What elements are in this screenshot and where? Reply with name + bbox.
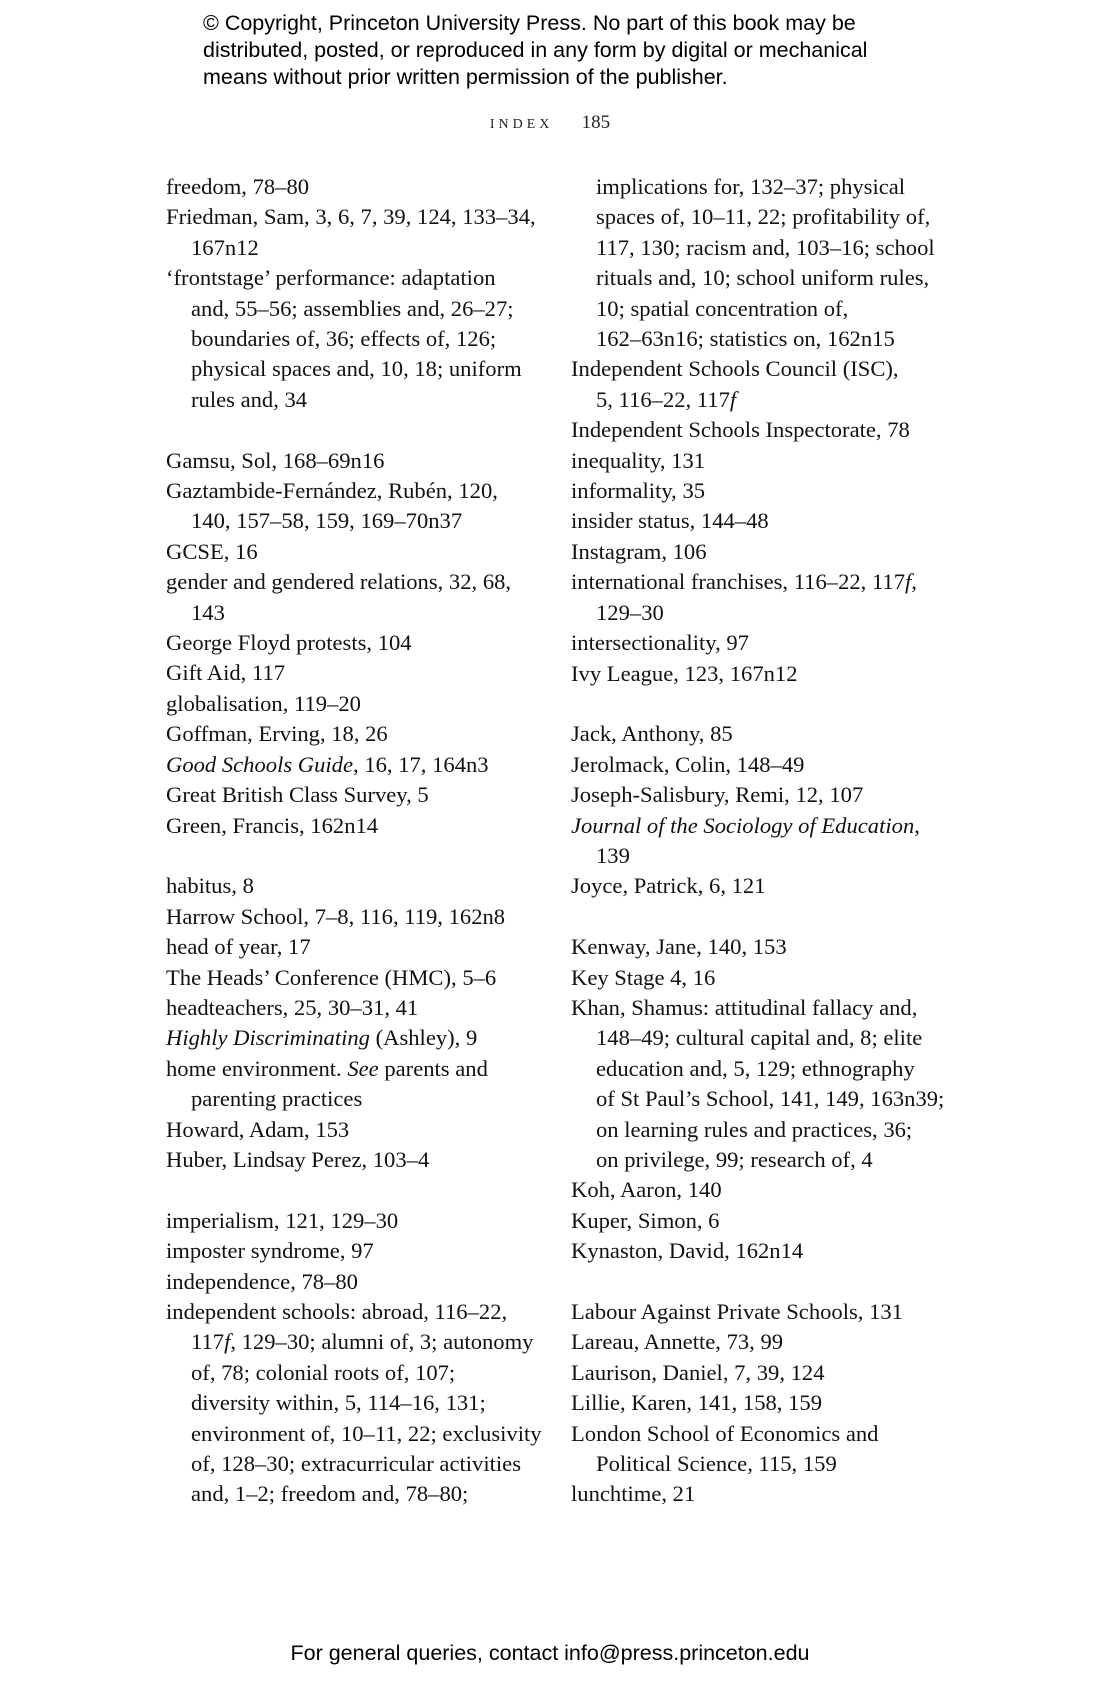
index-entry: Lillie, Karen, 141, 158, 159: [571, 1390, 822, 1416]
index-entry: Ivy League, 123, 167n12: [571, 660, 798, 686]
index-entry: imposter syndrome, 97: [166, 1238, 374, 1264]
entry-title-italic: Journal of the Sociology of Education: [571, 812, 915, 838]
entry-locators: (Ashley), 9: [369, 1025, 478, 1051]
index-entry: Harrow School, 7–8, 116, 119, 162n8: [166, 903, 506, 929]
index-column-left: [166, 172, 566, 1510]
index-entry-continuation: rituals and, 10; school uniform rules,: [596, 265, 930, 291]
index-entry-continuation: of, 78; colonial roots of, 107;: [191, 1359, 456, 1385]
index-entry: freedom, 78–80: [166, 174, 310, 199]
index-entry: Koh, Aaron, 140: [571, 1177, 722, 1203]
index-entry: Goffman, Erving, 18, 26: [166, 721, 388, 747]
index-entry-continuation: [166, 1327, 566, 1357]
index-entry: Kenway, Jane, 140, 153: [571, 934, 787, 960]
index-entry: insider status, 144–48: [571, 508, 769, 534]
letter-group-gap: [571, 902, 971, 932]
index-entry: Friedman, Sam, 3, 6, 7, 39, 124, 133–34,: [166, 204, 536, 230]
index-entry: GCSE, 16: [166, 538, 258, 564]
see-reference: See: [347, 1055, 379, 1081]
index-entry-continuation: [571, 385, 971, 415]
index-entry: Labour Against Private Schools, 131: [571, 1298, 903, 1324]
index-entry: globalisation, 119–20: [166, 690, 361, 716]
running-head: [0, 112, 1100, 134]
copyright-line: distributed, posted, or reproduced in any form by digital or mechanical: [203, 38, 868, 62]
index-entry: The Heads’ Conference (HMC), 5–6: [166, 964, 497, 990]
index-entry: Kuper, Simon, 6: [571, 1207, 720, 1233]
index-entry: informality, 35: [571, 478, 706, 504]
entry-text: home environment.: [166, 1055, 348, 1081]
index-entry-continuation: of, 128–30; extracurricular activities: [191, 1451, 521, 1477]
index-entry: [166, 1054, 566, 1084]
index-entry: head of year, 17: [166, 934, 311, 960]
index-entry-continuation: physical spaces and, 10, 18; uniform: [191, 356, 522, 382]
index-entry: gender and gendered relations, 32, 68,: [166, 569, 512, 595]
index-entry: [571, 811, 971, 841]
page-number: 185: [581, 112, 611, 133]
figure-marker: f: [729, 386, 737, 412]
index-entry-continuation: 129–30: [596, 599, 664, 625]
entry-locators: , 16, 17, 164n3: [353, 751, 489, 777]
index-entry-continuation: on privilege, 99; research of, 4: [596, 1146, 873, 1172]
index-entry-continuation: environment of, 10–11, 22; exclusivity: [191, 1420, 542, 1446]
index-entry: George Floyd protests, 104: [166, 630, 412, 656]
running-head-label: INDEX: [489, 117, 554, 132]
copyright-line: means without prior written permission of the publisher.: [203, 65, 728, 89]
index-column-right: [571, 172, 971, 1510]
index-entry: Kynaston, David, 162n14: [571, 1238, 804, 1264]
index-entry: Jack, Anthony, 85: [571, 721, 733, 747]
entry-text: parents and: [378, 1055, 488, 1081]
index-entry-continuation: diversity within, 5, 114–16, 131;: [191, 1390, 486, 1416]
index-entry: intersectionality, 97: [571, 630, 749, 656]
index-entry: lunchtime, 21: [571, 1481, 696, 1507]
entry-text: ,: [911, 569, 917, 595]
letter-group-gap: [166, 841, 566, 871]
index-entry: Gift Aid, 117: [166, 660, 286, 686]
index-entry: Independent Schools Inspectorate, 78: [571, 417, 910, 443]
entry-text: 5, 116–22, 117: [596, 386, 730, 412]
index-entry-continuation: 143: [191, 599, 225, 625]
index-entry-continuation: boundaries of, 36; effects of, 126;: [191, 326, 497, 352]
entry-text: 117: [191, 1329, 225, 1355]
index-entry: independent schools: abroad, 116–22,: [166, 1298, 508, 1324]
index-entry-continuation: parenting practices: [191, 1086, 363, 1112]
letter-group-gap: [571, 689, 971, 719]
index-entry-continuation: implications for, 132–37; physical: [596, 174, 906, 199]
entry-title-italic: Highly Discriminating: [166, 1025, 370, 1051]
letter-group-gap: [571, 1267, 971, 1297]
index-entry-continuation: 162–63n16; statistics on, 162n15: [596, 326, 895, 352]
index-entry-continuation: education and, 5, 129; ethnography: [596, 1055, 915, 1081]
index-entry: imperialism, 121, 129–30: [166, 1207, 399, 1233]
index-entry-continuation: of St Paul’s School, 141, 149, 163n39;: [596, 1086, 945, 1112]
index-entry: Gamsu, Sol, 168–69n16: [166, 447, 385, 473]
index-entry: Key Stage 4, 16: [571, 964, 716, 990]
index-entry-continuation: 10; spatial concentration of,: [596, 295, 849, 321]
entry-text: international franchises, 116–22, 117: [571, 569, 906, 595]
index-entry-continuation: spaces of, 10–11, 22; profitability of,: [596, 204, 931, 230]
index-entry: [571, 567, 971, 597]
index-entry: Independent Schools Council (ISC),: [571, 356, 899, 382]
index-entry: Huber, Lindsay Perez, 103–4: [166, 1146, 430, 1172]
index-entry: habitus, 8: [166, 873, 254, 899]
index-entry-continuation: Political Science, 115, 159: [596, 1451, 837, 1477]
index-entry-continuation: 148–49; cultural capital and, 8; elite: [596, 1025, 923, 1051]
index-entry-continuation: rules and, 34: [191, 386, 308, 412]
index-entry-continuation: and, 1–2; freedom and, 78–80;: [191, 1481, 469, 1507]
entry-title-italic: Good Schools Guide: [166, 751, 354, 777]
index-entry: ‘frontstage’ performance: adaptation: [166, 265, 496, 291]
letter-group-gap: [166, 415, 566, 445]
index-entry: Laurison, Daniel, 7, 39, 124: [571, 1359, 825, 1385]
index-entry: [166, 1023, 566, 1053]
index-entry: Jerolmack, Colin, 148–49: [571, 751, 805, 777]
index-entry: Joyce, Patrick, 6, 121: [571, 873, 766, 899]
copyright-notice: [203, 10, 923, 91]
figure-marker: f: [905, 569, 912, 595]
index-entry: Khan, Shamus: attitudinal fallacy and,: [571, 994, 918, 1020]
index-entry: [166, 750, 566, 780]
index-entry-continuation: 117, 130; racism and, 103–16; school: [596, 234, 935, 260]
index-entry: Lareau, Annette, 73, 99: [571, 1329, 784, 1355]
index-entry-continuation: on learning rules and practices, 36;: [596, 1116, 913, 1142]
index-entry: Howard, Adam, 153: [166, 1116, 350, 1142]
index-entry: London School of Economics and: [571, 1420, 879, 1446]
entry-text: ,: [914, 812, 920, 838]
copyright-line: © Copyright, Princeton University Press. No part of this book may be: [203, 11, 856, 35]
index-entry-continuation: 140, 157–58, 159, 169–70n37: [191, 508, 463, 534]
index-entry-continuation: 167n12: [191, 234, 259, 260]
entry-text: , 129–30; alumni of, 3; autonomy: [230, 1329, 534, 1355]
index-entry: independence, 78–80: [166, 1268, 358, 1294]
index-entry-continuation: and, 55–56; assemblies and, 26–27;: [191, 295, 514, 321]
index-entry: Great British Class Survey, 5: [166, 782, 429, 808]
index-entry-continuation: 139: [596, 842, 630, 868]
figure-marker: f: [224, 1329, 231, 1355]
index-entry: Instagram, 106: [571, 538, 707, 564]
letter-group-gap: [166, 1175, 566, 1205]
index-entry: Green, Francis, 162n14: [166, 812, 379, 838]
footer-contact: For general queries, contact info@press.princeton.edu: [290, 1641, 810, 1665]
index-entry: Joseph-Salisbury, Remi, 12, 107: [571, 782, 864, 808]
index-entry: headteachers, 25, 30–31, 41: [166, 994, 419, 1020]
index-entry: Gaztambide-Fernández, Rubén, 120,: [166, 478, 498, 504]
index-entry: inequality, 131: [571, 447, 706, 473]
